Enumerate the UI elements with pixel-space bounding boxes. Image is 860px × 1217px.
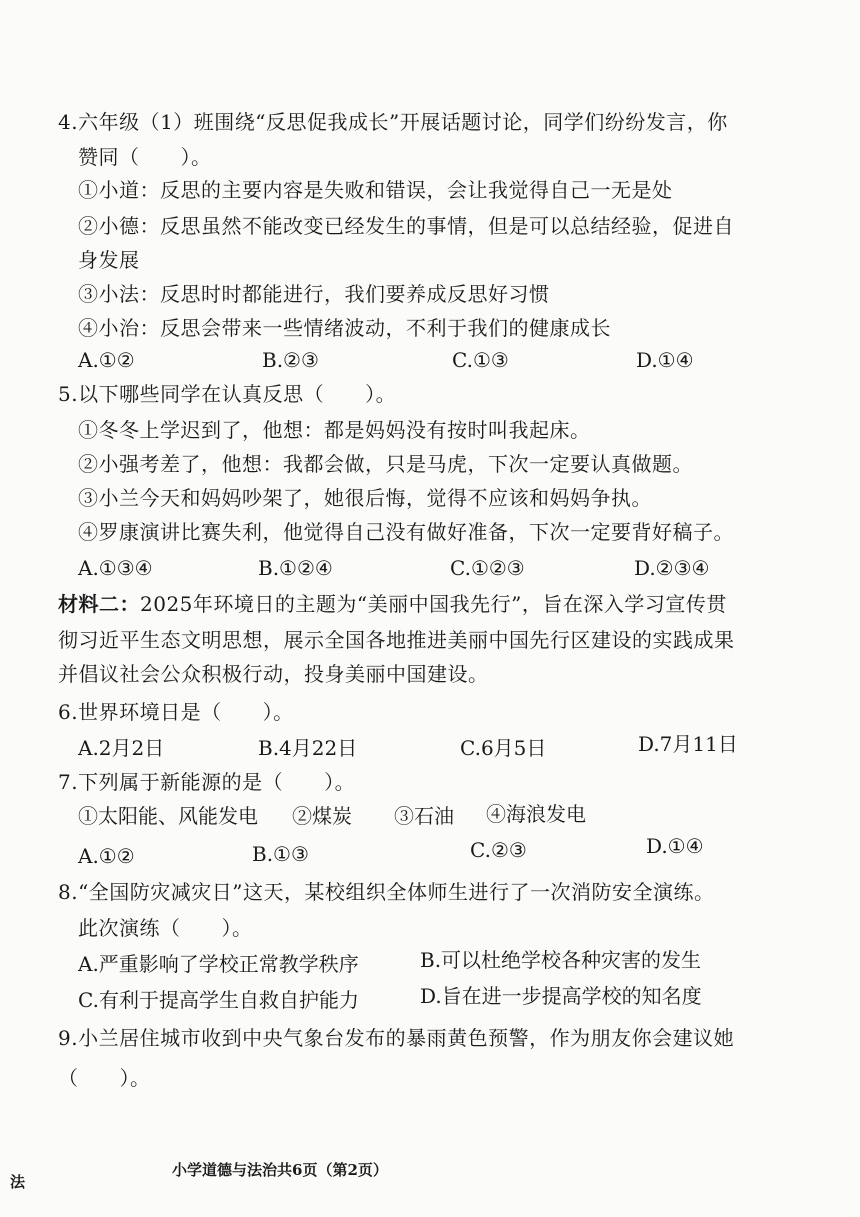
footer-subject-fragment: 法 [10,1173,26,1191]
material2-line3: 并倡议社会公众积极行动，投身美丽中国建设。 [58,662,489,686]
q7-option-a: A.①② [78,844,135,868]
q4-statement-2a: ②小德：反思虽然不能改变已经发生的事情，但是可以总结经验，促进自 [78,214,734,238]
q8-option-c: C.有利于提高学生自救自护能力 [78,988,359,1012]
q6-option-b: B.4月22日 [258,736,358,760]
q5-statement-3: ③小兰今天和妈妈吵架了，她很后悔，觉得不应该和妈妈争执。 [78,486,652,510]
q4-option-c: C.①③ [452,348,509,372]
q7-option-d: D.①④ [646,834,704,858]
q9-stem-line2: （ ）。 [58,1066,151,1090]
q8-option-b: B.可以杜绝学校各种灾害的发生 [420,948,702,972]
q7-option-c: C.②③ [470,838,527,862]
q4-stem-line1: 4.六年级（1）班围绕“反思促我成长”开展话题讨论，同学们纷纷发言，你 [58,110,728,134]
q4-stem-line2: 赞同（ ）。 [78,145,212,169]
q7-item-4: ④海浪发电 [486,802,586,826]
q5-stem: 5.以下哪些同学在认真反思（ ）。 [58,382,397,406]
q4-option-a: A.①② [78,348,135,372]
q5-statement-1: ①冬冬上学迟到了，他想：都是妈妈没有按时叫我起床。 [78,418,591,442]
q4-statement-2b: 身发展 [78,248,140,272]
q8-stem-line2: 此次演练（ ）。 [78,916,253,940]
q5-option-b: B.①②④ [258,556,333,580]
q6-option-d: D.7月11日 [638,732,738,756]
material2-label: 材料二： [58,592,140,616]
q4-option-d: D.①④ [636,348,694,372]
q6-option-a: A.2月2日 [78,736,165,760]
q5-statement-4: ④罗康演讲比赛失利，他觉得自己没有做好准备，下次一定要背好稿子。 [78,520,734,544]
material2-line1 [58,590,727,618]
q5-option-a: A.①③④ [78,556,153,580]
q4-statement-4: ④小治：反思会带来一些情绪波动，不利于我们的健康成长 [78,316,611,340]
q7-item-3: ③石油 [394,804,454,828]
material2-text-1: 2025年环境日的主题为“美丽中国我先行”，旨在深入学习宣传贯 [140,592,727,616]
q8-option-a: A.严重影响了学校正常教学秩序 [78,952,359,976]
q6-option-c: C.6月5日 [460,736,547,760]
q5-statement-2: ②小强考差了，他想：我都会做，只是马虎，下次一定要认真做题。 [78,452,693,476]
q5-option-d: D.②③④ [634,556,710,580]
q4-option-b: B.②③ [262,348,319,372]
q7-item-1: ①太阳能、风能发电 [78,804,258,828]
q5-option-c: C.①②③ [450,556,525,580]
q4-statement-3: ③小法：反思时时都能进行，我们要养成反思好习惯 [78,282,550,306]
q7-item-2: ②煤炭 [292,804,352,828]
q4-statement-1: ①小道：反思的主要内容是失败和错误，会让我觉得自己一无是处 [78,178,673,202]
q9-stem-line1: 9.小兰居住城市收到中央气象台发布的暴雨黄色预警，作为朋友你会建议她 [58,1026,735,1050]
page-footer: 小学道德与法治共6页（第2页） [172,1161,388,1179]
q7-option-b: B.①③ [252,842,309,866]
q8-option-d: D.旨在进一步提高学校的知名度 [420,984,702,1008]
q7-stem: 7.下列属于新能源的是（ ）。 [58,770,356,794]
q8-stem-line1: 8.“全国防灾减灾日”这天，某校组织全体师生进行了一次消防安全演练。 [58,880,715,904]
material2-line2: 彻习近平生态文明思想，展示全国各地推进美丽中国先行区建设的实践成果 [58,628,735,652]
q6-stem: 6.世界环境日是（ ）。 [58,700,294,724]
